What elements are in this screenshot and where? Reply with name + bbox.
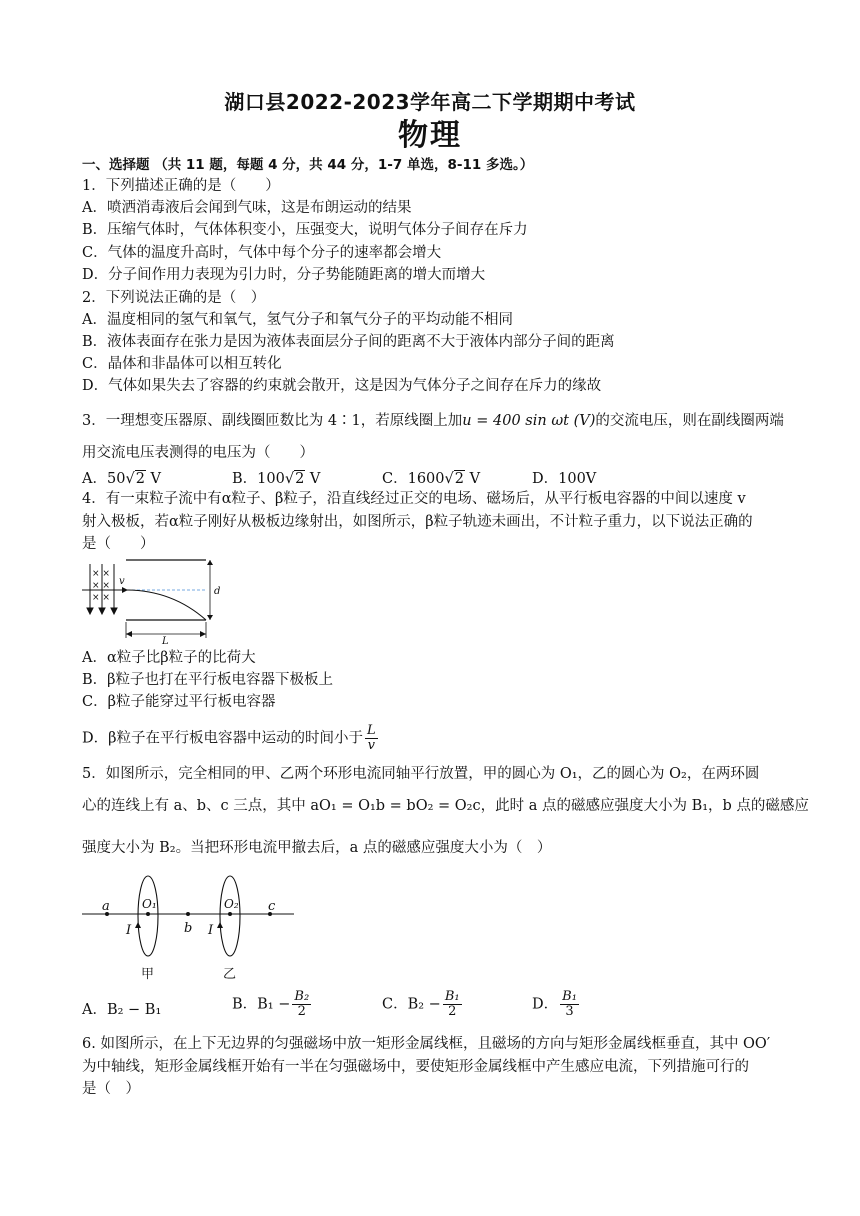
q5-figure — [82, 870, 302, 982]
q5-option-a: A．B₂ − B₁ — [82, 1002, 162, 1018]
q5-option-c: C．B₂ − $\frac{\text{B₁}}{2}$ — [382, 989, 460, 1019]
q3-option-b: B．100√2 V — [232, 471, 321, 487]
label-d: d — [214, 586, 221, 597]
label-I-jia: I — [126, 923, 132, 938]
q6-stem-line2: 为中轴线，矩形金属线框开始有一半在匀强磁场中，要使矩形金属线框中产生感应电流，下列措施可行的 — [82, 1059, 749, 1075]
label-a: a — [102, 899, 110, 914]
label-O2: O₂ — [224, 897, 239, 911]
section-heading: 一、选择题 （共 11 题，每题 4 分，共 44 分，1-7 单选，8-11 多选。） — [82, 157, 534, 173]
q1-option-d: D．分子间作用力表现为引力时，分子势能随距离的增大而增大 — [82, 267, 486, 283]
label-L: L — [162, 636, 169, 646]
q3-stem — [82, 411, 784, 431]
q4-option-a: A．α粒子比β粒子的比荷大 — [82, 650, 256, 666]
label-I-yi: I — [208, 923, 214, 938]
q2-option-a: A．温度相同的氢气和氧气，氢气分子和氧气分子的平均动能不相同 — [82, 312, 513, 328]
q1-option-b: B．压缩气体时，气体体积变小，压强变大，说明气体分子间存在斥力 — [82, 222, 528, 238]
q5-option-d: D． $\frac{\text{B₁}}{3}$ — [532, 989, 577, 1019]
q6-stem-line1: 6. 如图所示，在上下无边界的匀强磁场中放一矩形金属线框，且磁场的方向与矩形金属线框垂直，其中 OO′ — [82, 1036, 771, 1052]
field-region — [87, 564, 117, 614]
q1-option-a: A．喷洒消毒液后会闻到气味，这是布朗运动的结果 — [82, 200, 412, 216]
q3-stem-b: 的交流电压，则在副线圈两端 — [595, 413, 784, 429]
q3-formula: u = 400 sin ωt (V) — [462, 413, 596, 429]
q5-stem-line2: 心的连线上有 a、b、c 三点，其中 aO₁ = O₁b = bO₂ = O₂c，此时 a 点的磁感应强度大小为 B₁，b 点的磁感应 — [82, 798, 809, 814]
subject-title: 物理 — [398, 118, 462, 153]
q3-stem-a: 3．一理想变压器原、副线圈匝数比为 4∶1，若原线圈上加 — [82, 413, 463, 429]
label-c: c — [268, 899, 276, 914]
label-v: v — [119, 576, 125, 587]
q4-option-d: D．β粒子在平行板电容器中运动的时间小于 $\frac{L}{v}$ — [82, 723, 376, 753]
label-jia: 甲 — [141, 967, 155, 982]
q4-stem-line1: 4．有一束粒子流中有α粒子、β粒子，沿直线经过正交的电场、磁场后，从平行板电容器的中间以速度 v — [82, 491, 746, 507]
q6-stem-line3: 是（ ） — [82, 1081, 140, 1097]
q3-option-a: A．50√2 V — [82, 471, 162, 487]
q5-option-b: B．B₁ − $\frac{\text{B₂}}{2}$ — [232, 989, 310, 1019]
svg-text:× ×: × × — [92, 569, 110, 579]
q1-stem: 1．下列描述正确的是（ ） — [82, 178, 280, 194]
q2-option-b: B．液体表面存在张力是因为液体表面层分子间的距离不大于液体内部分子间的距离 — [82, 334, 615, 350]
q4-stem-line2: 射入极板，若α粒子刚好从极板边缘射出，如图所示，β粒子轨迹未画出，不计粒子重力，以下说法正确的 — [82, 514, 753, 530]
label-O1: O₁ — [142, 897, 157, 911]
q3-stem-cont: 用交流电压表测得的电压为（ ） — [82, 445, 314, 461]
label-b: b — [184, 921, 193, 936]
q4-stem-line3: 是（ ） — [82, 536, 155, 552]
q5-stem-line3: 强度大小为 B₂。当把环形电流甲撤去后，a 点的磁感应强度大小为（ ） — [82, 840, 552, 856]
q1-option-c: C．气体的温度升高时，气体中每个分子的速率都会增大 — [82, 245, 442, 261]
q4-d-fraction: $\frac{L}{v}$ — [367, 723, 376, 753]
q2-stem: 2．下列说法正确的是（ ） — [82, 290, 266, 306]
q2-option-c: C．晶体和非晶体可以相互转化 — [82, 356, 282, 372]
svg-text:× ×: × × — [92, 593, 110, 603]
q5-stem-line1: 5．如图所示，完全相同的甲、乙两个环形电流同轴平行放置，甲的圆心为 O₁，乙的圆心为 O₂，在两环圆 — [82, 766, 760, 782]
q4-option-c: C．β粒子能穿过平行板电容器 — [82, 694, 276, 710]
exam-title: 湖口县2022-2023学年高二下学期期中考试 — [224, 90, 636, 114]
q3-option-d: D．100V — [532, 471, 597, 487]
svg-text:× ×: × × — [92, 581, 110, 591]
label-yi: 乙 — [223, 967, 237, 982]
q3-option-c: C．1600√2 V — [382, 471, 481, 487]
q4-option-b: B．β粒子也打在平行板电容器下极板上 — [82, 672, 334, 688]
q4-figure — [82, 556, 232, 646]
q2-option-d: D．气体如果失去了容器的约束就会散开，这是因为气体分子之间存在斥力的缘故 — [82, 378, 602, 394]
